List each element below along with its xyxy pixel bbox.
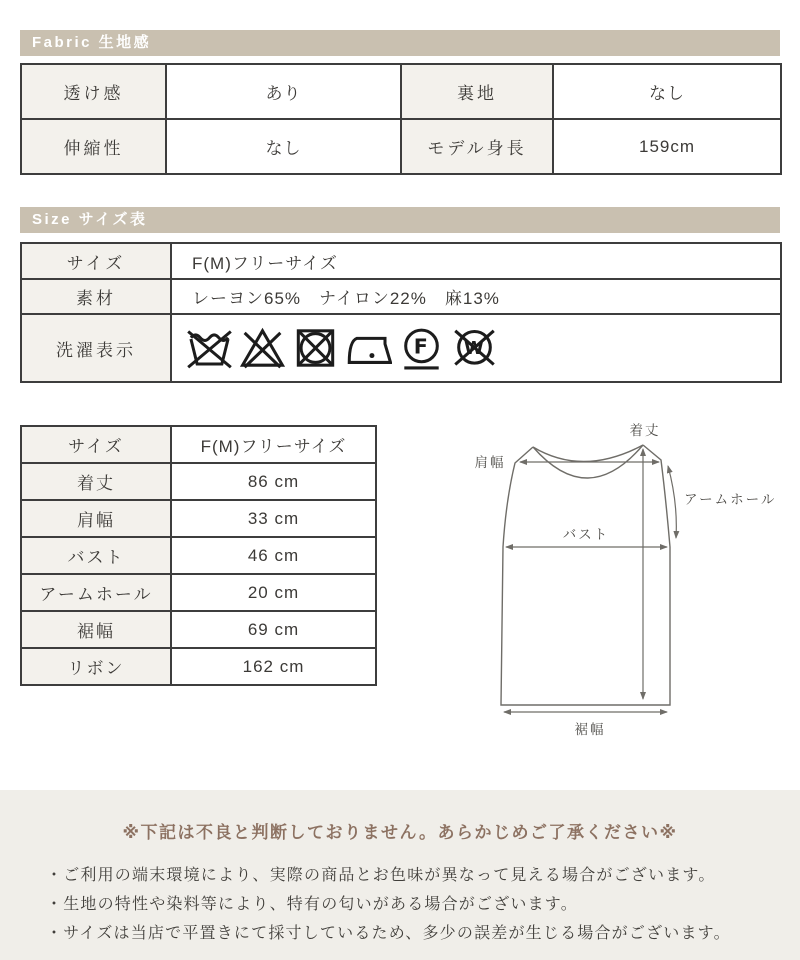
diagram-label-shoulder: 肩幅 xyxy=(474,455,506,470)
measure-value-length: 86 cm xyxy=(171,463,376,500)
fabric-section-heading: Fabric 生地感 xyxy=(20,30,780,56)
measure-label-hem: 裾幅 xyxy=(21,611,171,648)
notice-bullet: ・ご利用の端末環境により、実際の商品とお色味が異なって見える場合がございます。 xyxy=(46,867,716,884)
fabric-value-lining: なし xyxy=(553,64,781,119)
do-not-wash-icon xyxy=(186,326,233,370)
material-label: 素材 xyxy=(21,279,171,314)
armhole-arrow xyxy=(668,466,676,538)
fabric-label-sheerness: 透け感 xyxy=(21,64,166,119)
fabric-label-model-height: モデル身長 xyxy=(401,119,553,174)
garment-outline xyxy=(501,445,670,705)
size-info-table xyxy=(20,242,782,383)
do-not-wet-clean-icon xyxy=(451,326,498,370)
diagram-label-bust: バスト xyxy=(562,527,610,542)
measure-value-armhole: 20 cm xyxy=(171,574,376,611)
size-value: F(M)フリーサイズ xyxy=(171,243,781,279)
measurement-header-value: F(M)フリーサイズ xyxy=(171,426,376,463)
measure-value-bust: 46 cm xyxy=(171,537,376,574)
do-not-bleach-icon xyxy=(239,326,286,370)
measure-label-bust: バスト xyxy=(21,537,171,574)
iron-low-temp-icon xyxy=(345,326,392,370)
measurement-row xyxy=(21,648,376,685)
care-icons-row xyxy=(172,326,780,370)
material-value: レーヨン65% ナイロン22% 麻13% xyxy=(171,279,781,314)
notice-bullet: ・サイズは当店で平置きにて採寸しているため、多少の誤差が生じる場合がございます。 xyxy=(46,925,731,942)
size-label: サイズ xyxy=(21,243,171,279)
fabric-row xyxy=(21,64,781,119)
fabric-value-model-height: 159cm xyxy=(553,119,781,174)
measure-label-ribbon: リボン xyxy=(21,648,171,685)
fabric-value-sheerness: あり xyxy=(166,64,401,119)
svg-text:W: W xyxy=(463,338,486,360)
measurement-row xyxy=(21,611,376,648)
dry-clean-f-icon xyxy=(398,326,445,370)
do-not-tumble-dry-icon xyxy=(292,326,339,370)
measure-label-shoulder: 肩幅 xyxy=(21,500,171,537)
notice-heading: ※下記は不良と判断しておりません。あらかじめご了承ください※ xyxy=(122,823,678,842)
size-section-heading: Size サイズ表 xyxy=(20,207,780,233)
fabric-label-lining: 裏地 xyxy=(401,64,553,119)
diagram-label-length: 着丈 xyxy=(629,423,661,438)
svg-text:F: F xyxy=(413,334,430,359)
measure-value-shoulder: 33 cm xyxy=(171,500,376,537)
measurement-row xyxy=(21,463,376,500)
measurement-row xyxy=(21,537,376,574)
measure-value-hem: 69 cm xyxy=(171,611,376,648)
size-info-row xyxy=(21,243,781,279)
measure-label-armhole: アームホール xyxy=(21,574,171,611)
fabric-value-stretch: なし xyxy=(166,119,401,174)
fabric-table xyxy=(20,63,782,175)
care-label: 洗濯表示 xyxy=(21,314,171,382)
measurement-row xyxy=(21,574,376,611)
measure-value-ribbon: 162 cm xyxy=(171,648,376,685)
diagram-label-hem: 裾幅 xyxy=(574,722,606,737)
notice-bullet: ・生地の特性や染料等により、特有の匂いがある場合がございます。 xyxy=(46,896,578,913)
size-info-row xyxy=(21,314,781,382)
size-info-row xyxy=(21,279,781,314)
garment-diagram xyxy=(448,415,793,750)
measurement-header-label: サイズ xyxy=(21,426,171,463)
fabric-label-stretch: 伸縮性 xyxy=(21,119,166,174)
diagram-label-armhole: アームホール xyxy=(684,492,777,507)
measurement-row xyxy=(21,500,376,537)
notice-section xyxy=(0,790,800,960)
fabric-row xyxy=(21,119,781,174)
care-icons-cell xyxy=(171,314,781,382)
measurement-table xyxy=(20,425,377,686)
measurement-header-row xyxy=(21,426,376,463)
measure-label-length: 着丈 xyxy=(21,463,171,500)
